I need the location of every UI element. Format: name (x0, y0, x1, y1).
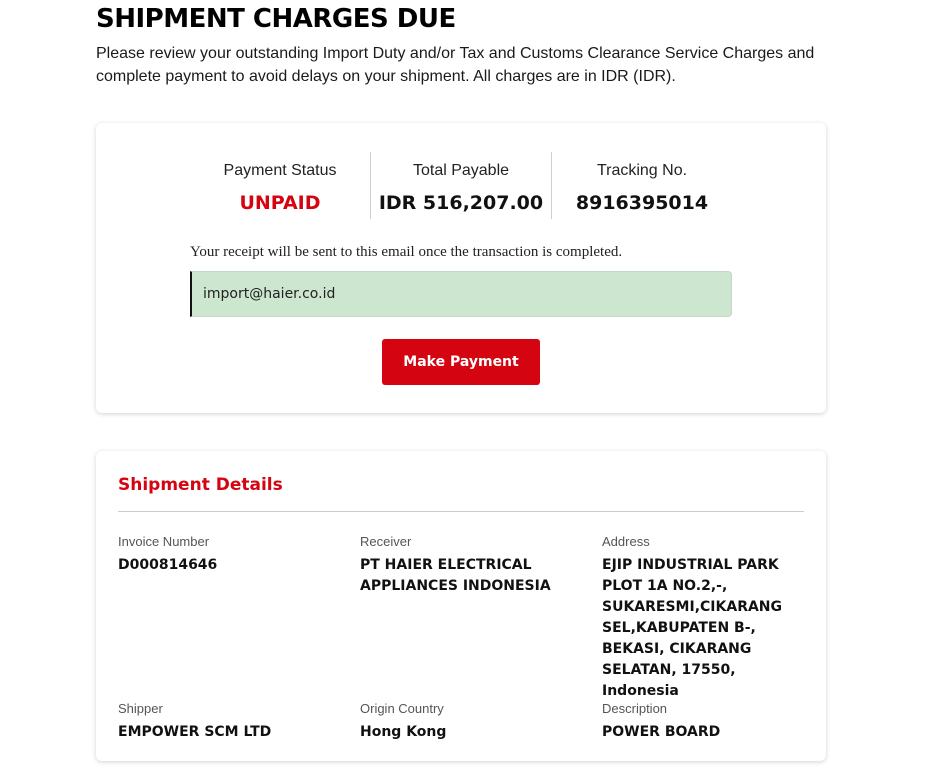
email-field[interactable] (190, 271, 732, 317)
origin-country-label: Origin Country (360, 701, 444, 716)
address-label: Address (602, 534, 650, 549)
origin-country (360, 701, 560, 743)
address (602, 534, 804, 702)
description-value: POWER BOARD (602, 724, 721, 740)
shipper-value: EMPOWER SCM LTD (118, 724, 272, 740)
page-title: SHIPMENT CHARGES DUE (96, 4, 456, 34)
total-payable-value: IDR 516,207.00 (378, 192, 544, 214)
address-value: EJIP INDUSTRIAL PARK PLOT 1A NO.2,-, SUKARESMI,CIKARANG SEL,KABUPATEN B-, BEKASI, CIKARANG SELATAN, 17550, Indonesia (602, 557, 783, 699)
total-payable-label: Total Payable (412, 162, 510, 179)
invoice-number-label: Invoice Number (118, 534, 210, 549)
payment-status (190, 152, 371, 219)
tracking-number-value: 8916395014 (575, 192, 709, 214)
total-payable (371, 152, 552, 219)
receiver-value: PT HAIER ELECTRICAL APPLIANCES INDONESIA (360, 557, 551, 594)
email-note: Your receipt will be sent to this email once the transaction is completed. (190, 244, 623, 260)
invoice-number (118, 534, 318, 576)
make-payment-button[interactable]: Make Payment (382, 339, 540, 385)
receiver-label: Receiver (360, 534, 412, 549)
shipper (118, 701, 318, 743)
divider (118, 511, 804, 512)
receiver (360, 534, 560, 597)
tracking-number (552, 152, 732, 219)
tracking-number-label: Tracking No. (596, 162, 688, 179)
shipper-label: Shipper (118, 701, 163, 716)
shipment-details-title: Shipment Details (118, 475, 283, 495)
description-label: Description (602, 701, 668, 716)
payment-status-label: Payment Status (223, 162, 337, 179)
page-intro: Please review your outstanding Import Duty and/or Tax and Customs Clearance Service Charges and complete payment to avoid delays on your shipment. All charges are in IDR (IDR). (96, 45, 815, 85)
payment-card (96, 123, 826, 413)
shipment-details-card (96, 451, 826, 761)
invoice-number-value: D000814646 (118, 557, 218, 573)
origin-country-value: Hong Kong (360, 724, 447, 740)
payment-status-value: UNPAID (239, 192, 321, 214)
payment-summary (190, 152, 732, 219)
description (602, 701, 804, 743)
